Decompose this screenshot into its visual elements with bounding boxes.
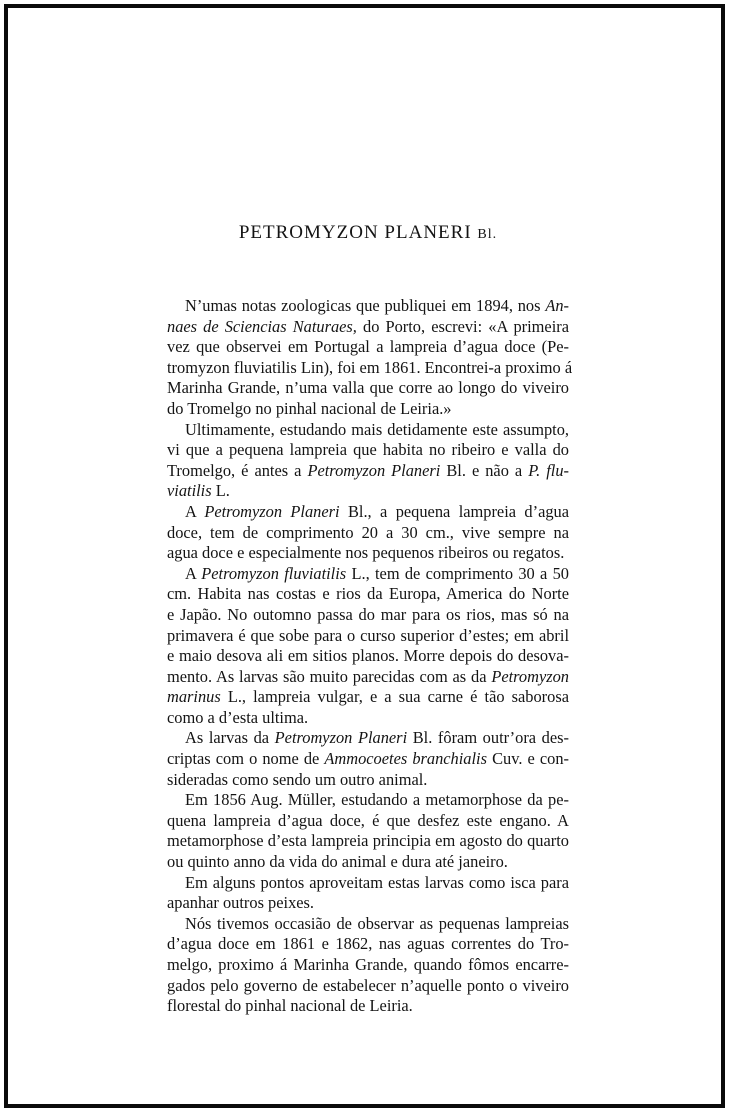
title-text: PETROMYZON PLANERI xyxy=(238,222,472,243)
text-line xyxy=(167,770,569,791)
paragraph xyxy=(167,914,569,1017)
text-line xyxy=(167,811,569,832)
text-line xyxy=(167,728,569,749)
text-line xyxy=(167,667,569,688)
text-line xyxy=(167,481,569,502)
text-line xyxy=(167,646,569,667)
text-segment: Em alguns pontos aproveitam estas larvas como isca para xyxy=(185,872,569,892)
text-segment: vez que observei em Portugal a lampreia d’agua doce (Pe- xyxy=(167,337,569,357)
text-line xyxy=(167,337,569,358)
text-segment: gados pelo governo de estabelecer n’aquelle ponto o viveiro xyxy=(167,975,569,995)
text-segment: e Japão. No outomno passa do mar para os rios, mas só na xyxy=(167,604,569,624)
text-line xyxy=(167,461,569,482)
text-line xyxy=(167,976,569,997)
body-text xyxy=(167,296,573,1017)
text-line xyxy=(167,543,569,564)
text-segment: sideradas como sendo um outro animal. xyxy=(167,769,428,789)
text-line xyxy=(167,357,573,379)
text-segment: apanhar outros peixes. xyxy=(167,893,315,913)
text-segment: L., tem de comprimento 30 a 50 xyxy=(346,563,569,583)
text-line xyxy=(167,893,569,914)
text-segment: ou quinto anno da vida do animal e dura até janeiro. xyxy=(167,852,508,872)
text-line xyxy=(167,296,569,317)
paragraph xyxy=(167,728,569,790)
paragraph xyxy=(167,502,569,564)
text-line xyxy=(167,399,569,420)
paragraph xyxy=(167,564,569,729)
text-segment: melgo, proximo á Marinha Grande, quando fômos encarre- xyxy=(167,955,569,974)
italic-segment: Ammocoetes branchialis xyxy=(324,749,487,769)
text-segment: primavera é que sobe para o curso superior d’estes; em abril xyxy=(167,625,569,645)
text-segment: agua doce e especialmente nos pequenos ribeiros ou regatos. xyxy=(167,543,565,563)
text-line xyxy=(167,852,569,873)
text-segment: L., lampreia vulgar, e a sua carne é tão saborosa xyxy=(220,687,569,707)
italic-segment: P. flu- xyxy=(528,460,569,480)
text-segment: L. xyxy=(211,481,230,501)
text-line xyxy=(167,955,569,976)
text-segment: A xyxy=(185,501,205,521)
text-segment: N’umas notas zoologicas que publiquei em 1894, nos xyxy=(185,296,546,315)
italic-segment: An- xyxy=(545,296,569,315)
text-segment: Bl. e não a xyxy=(440,460,529,480)
italic-segment: Petromyzon Planeri xyxy=(307,460,441,480)
text-line xyxy=(167,914,569,935)
text-segment: As larvas da xyxy=(185,728,275,748)
text-line xyxy=(167,584,569,605)
text-line xyxy=(167,626,569,647)
paragraph xyxy=(167,873,569,914)
text-segment: Nós tivemos occasião de observar as pequenas lampreias xyxy=(185,913,569,933)
italic-segment: Petromyzon Planeri xyxy=(274,728,408,748)
text-line xyxy=(167,934,569,955)
text-segment: Bl., a pequena lampreia d’agua xyxy=(339,501,570,521)
paragraph xyxy=(167,420,569,502)
text-line xyxy=(167,317,569,338)
text-segment: Tromelgo, é antes a xyxy=(167,460,308,480)
text-segment: Marinha Grande, n’uma valla que corre ao longo do viveiro xyxy=(167,378,569,398)
text-line xyxy=(167,564,569,585)
text-line xyxy=(167,420,569,441)
text-line xyxy=(167,502,569,523)
text-segment: criptas com o nome de xyxy=(167,749,325,769)
italic-segment: Petromyzon Planeri xyxy=(204,501,340,521)
text-segment: como a d’esta ultima. xyxy=(167,707,309,727)
text-line xyxy=(167,687,569,708)
italic-segment: naes de Sciencias Naturaes, xyxy=(167,316,357,336)
text-segment: mento. As larvas são muito parecidas com as da xyxy=(167,666,492,686)
article xyxy=(167,222,573,1017)
page-title xyxy=(167,222,569,244)
text-segment: e maio desova ali em sitios planos. Morre depois do desova- xyxy=(167,646,569,666)
text-segment: Cuv. e con- xyxy=(487,749,569,769)
text-segment: tromyzon fluviatilis Lin), foi em 1861. Encontrei-a proximo á xyxy=(167,357,573,377)
text-segment: cm. Habita nas costas e rios da Europa, America do Norte xyxy=(167,584,569,604)
text-line xyxy=(167,605,569,626)
italic-segment: Petromyzon fluviatilis xyxy=(201,563,347,583)
text-segment: do Tromelgo no pinhal nacional de Leiria.» xyxy=(167,398,452,418)
text-line xyxy=(167,831,569,852)
text-segment: vi que a pequena lampreia que habita no ribeiro e valla do xyxy=(167,440,569,460)
text-line xyxy=(167,996,569,1017)
text-segment: florestal do pinhal nacional de Leiria. xyxy=(167,996,413,1016)
text-line xyxy=(167,440,569,461)
paragraph xyxy=(167,296,573,420)
text-line xyxy=(167,708,569,729)
text-line xyxy=(167,523,569,544)
text-line xyxy=(167,378,569,399)
text-segment: Em 1856 Aug. Müller, estudando a metamorphose da pe- xyxy=(185,790,569,810)
text-line xyxy=(167,749,569,770)
text-segment: A xyxy=(185,563,202,583)
text-segment: d’agua doce em 1861 e 1862, nas aguas correntes do Tro- xyxy=(167,934,569,954)
italic-segment: marinus xyxy=(167,687,221,707)
text-segment: Bl. fôram outr’ora des- xyxy=(407,728,569,748)
paragraph xyxy=(167,790,569,872)
text-segment: do Porto, escrevi: «A primeira xyxy=(356,316,569,336)
text-line xyxy=(167,790,569,811)
italic-segment: viatilis xyxy=(167,481,212,501)
text-segment: Ultimamente, estudando mais detidamente este assumpto, xyxy=(185,419,569,439)
italic-segment: Petromyzon xyxy=(491,666,569,686)
text-line xyxy=(167,873,569,894)
text-segment: quena lampreia d’agua doce, é que desfez este engano. A xyxy=(167,810,569,830)
title-author-abbrev: Bl. xyxy=(477,227,498,242)
text-segment: metamorphose d’esta lampreia principia em agosto do quarto xyxy=(167,831,569,851)
text-segment: doce, tem de comprimento 20 a 30 cm., vive sempre na xyxy=(167,522,569,542)
